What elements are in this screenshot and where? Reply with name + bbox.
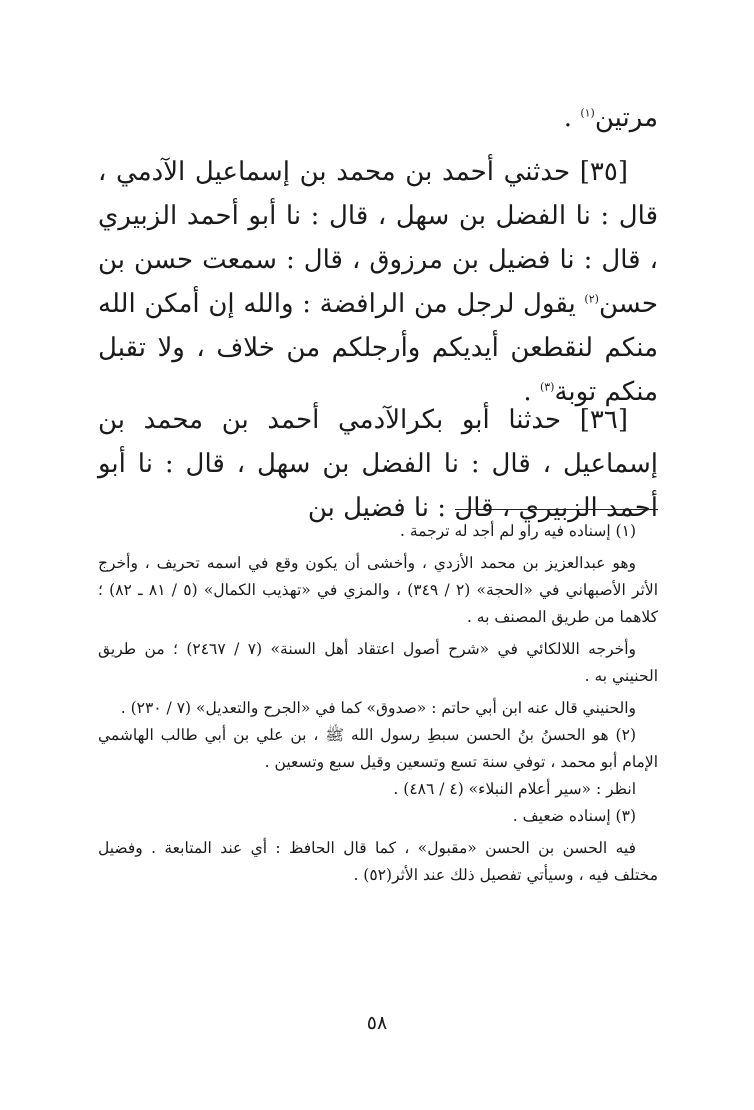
- paragraph-36: [98, 398, 658, 530]
- footnote-1-detail: وهو عبدالعزيز بن محمد الأزدي ، وأخشى أن يكون وقع في اسمه تحريف ، وأخرج الأثر الأصبهاني في «الحجة» (٢ / ٣٤٩) ، والمزي في «تهذيب الكمال» (٥ / ٨١ ـ ٨٢) ؛ كلاهما من طريق المصنف به .: [98, 554, 659, 626]
- paragraph-35: [98, 150, 658, 414]
- page-number: ٥٨: [366, 1012, 388, 1034]
- footnote-2: (٢) هو الحسنُ بنُ الحسن سبطِ رسول الله ﷺ ، بن علي بن أبي طالب الهاشمي الإمام أبو محمد ، توفي سنة تسع وتسعين وقيل سبع وتسعين .: [98, 726, 658, 771]
- footnote-3-detail: فيه الحسن بن الحسن «مقبول» ، كما قال الحافظ : أي عند المتابعة . وفضيل مختلف فيه ، وسيأتي تفصيل ذلك عند الأثر(٥٢) .: [98, 839, 658, 884]
- paragraph-36-text: حدثنا أبو بكرالآدمي أحمد بن محمد بن إسماعيل ، قال : نا الفضل بن سهل ، قال : نا أبو أحمد الزبيري ، قال : نا فضيل بن: [98, 405, 658, 523]
- footnote-ref-1: (١): [580, 106, 595, 120]
- footnote-1: (١) إسناده فيه راو لم أجد له ترجمة .: [400, 522, 636, 540]
- footnote-ref-3: (٣): [539, 380, 555, 394]
- intro-line: [98, 96, 658, 140]
- footnote-3: (٣) إسناده ضعيف .: [512, 807, 636, 825]
- paragraph-36-number: [٣٦]: [579, 405, 629, 435]
- footnote-1-narrator: والحنيني قال عنه ابن أبي حاتم : «صدوق» كما في «الجرح والتعديل» (٧ / ٢٣٠) .: [120, 699, 636, 717]
- footnote-1-source: وأخرجه اللالكائي في «شرح أصول اعتقاد أهل السنة» (٧ / ٢٤٦٧) ؛ من طريق الحنيني به .: [98, 640, 658, 685]
- intro-period: .: [563, 103, 573, 133]
- footnote-separator: [455, 509, 658, 510]
- footnotes: [98, 518, 658, 889]
- paragraph-35-text-b: يقول لرجل من الرافضة : والله إن أمكن الله منكم لنقطعن أيديكم وأرجلكم من خلاف ، ولا تقبل منكم توبة: [98, 289, 658, 407]
- paragraph-35-period: .: [523, 377, 532, 407]
- paragraph-35-text-a: حدثني أحمد بن محمد بن إسماعيل الآدمي ، قال : نا الفضل بن سهل ، قال : نا أبو أحمد الزبيري ، قال : نا فضيل بن مرزوق ، قال : سمعت حسن بن حسن: [98, 157, 658, 319]
- intro-text: مرتين: [594, 103, 658, 133]
- footnote-2-reference: انظر : «سير أعلام النبلاء» (٤ / ٤٨٦) .: [393, 780, 636, 798]
- paragraph-35-number: [٣٥]: [579, 157, 628, 187]
- footnote-ref-2: (٢): [584, 292, 599, 306]
